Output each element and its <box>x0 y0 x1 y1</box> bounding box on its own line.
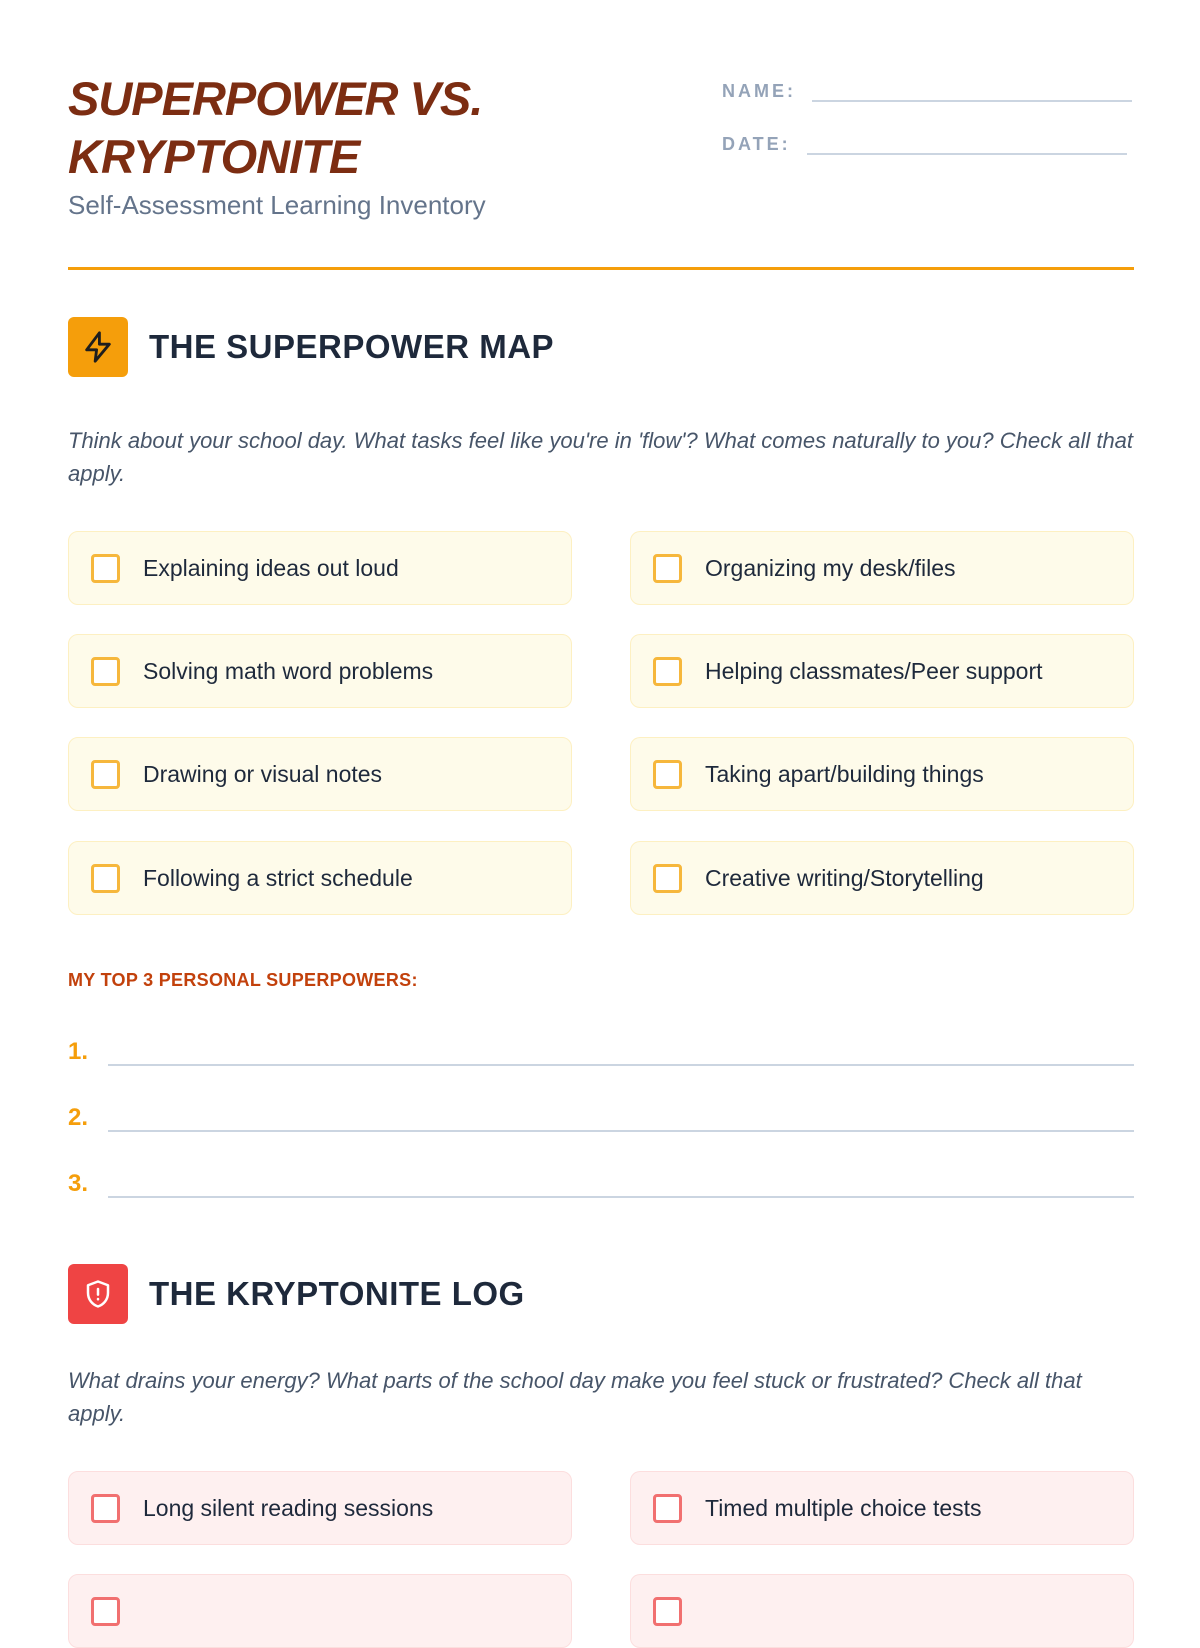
date-input-line[interactable] <box>807 125 1127 155</box>
lightning-icon <box>68 317 128 377</box>
answer-line[interactable] <box>108 1162 1134 1198</box>
superpower-check-item[interactable] <box>630 737 1134 811</box>
checkbox[interactable] <box>91 760 120 789</box>
checkbox[interactable] <box>653 657 682 686</box>
header-divider <box>68 267 1134 270</box>
kryptonite-check-item-partial[interactable] <box>68 1574 572 1648</box>
kryptonite-section-header <box>68 1264 525 1324</box>
check-label: Long silent reading sessions <box>143 1494 434 1521</box>
checkbox[interactable] <box>91 554 120 583</box>
shield-alert-icon <box>68 1264 128 1324</box>
checkbox[interactable] <box>653 864 682 893</box>
superpower-check-item[interactable] <box>68 737 572 811</box>
check-label: Following a strict schedule <box>143 864 413 891</box>
checkbox[interactable] <box>91 657 120 686</box>
superpower-section-title: THE SUPERPOWER MAP <box>149 328 555 365</box>
kryptonite-section-title: THE KRYPTONITE LOG <box>149 1275 525 1312</box>
check-label: Taking apart/building things <box>705 760 984 787</box>
check-label: Helping classmates/Peer support <box>705 657 1043 684</box>
name-field <box>722 72 1132 102</box>
checkbox[interactable] <box>653 554 682 583</box>
superpower-check-item[interactable] <box>630 841 1134 915</box>
check-label: Timed multiple choice tests <box>705 1494 982 1521</box>
checkbox[interactable] <box>91 1597 120 1626</box>
superpower-check-item[interactable] <box>68 841 572 915</box>
rank-number: 1. <box>68 1038 89 1065</box>
checkbox[interactable] <box>653 760 682 789</box>
rank-number: 2. <box>68 1104 89 1131</box>
name-input-line[interactable] <box>812 72 1132 102</box>
superpower-section-header <box>68 317 554 377</box>
top3-entry <box>68 1162 1134 1198</box>
superpower-prompt: Think about your school day. What tasks feel like you're in 'flow'? What comes naturally to you? Check all that apply. <box>68 428 1134 486</box>
superpower-check-item[interactable] <box>68 531 572 605</box>
rank-number: 3. <box>68 1170 89 1197</box>
top3-entry <box>68 1030 1134 1066</box>
checkbox[interactable] <box>91 864 120 893</box>
page-title: SUPERPOWER VS. KRYPTONITE <box>68 72 483 183</box>
superpower-check-item[interactable] <box>630 634 1134 708</box>
top3-heading: MY TOP 3 PERSONAL SUPERPOWERS: <box>68 970 418 990</box>
superpower-check-item[interactable] <box>68 634 572 708</box>
date-field <box>722 125 1127 155</box>
page-subtitle: Self-Assessment Learning Inventory <box>68 190 486 220</box>
answer-line[interactable] <box>108 1096 1134 1132</box>
checkbox[interactable] <box>653 1597 682 1626</box>
kryptonite-check-item[interactable] <box>630 1471 1134 1545</box>
checkbox[interactable] <box>91 1494 120 1523</box>
name-label: NAME: <box>722 81 796 101</box>
check-label: Solving math word problems <box>143 657 434 684</box>
checkbox[interactable] <box>653 1494 682 1523</box>
top3-entry <box>68 1096 1134 1132</box>
check-label: Drawing or visual notes <box>143 760 383 787</box>
check-label: Explaining ideas out loud <box>143 554 399 581</box>
kryptonite-prompt: What drains your energy? What parts of the school day make you feel stuck or frustrated? Check all that apply. <box>68 1368 1082 1426</box>
check-label: Creative writing/Storytelling <box>705 864 984 891</box>
worksheet-page <box>68 0 1134 1600</box>
kryptonite-check-item[interactable] <box>68 1471 572 1545</box>
date-label: DATE: <box>722 134 791 154</box>
check-label: Organizing my desk/files <box>705 554 956 581</box>
kryptonite-check-item-partial[interactable] <box>630 1574 1134 1648</box>
superpower-check-item[interactable] <box>630 531 1134 605</box>
answer-line[interactable] <box>108 1030 1134 1066</box>
